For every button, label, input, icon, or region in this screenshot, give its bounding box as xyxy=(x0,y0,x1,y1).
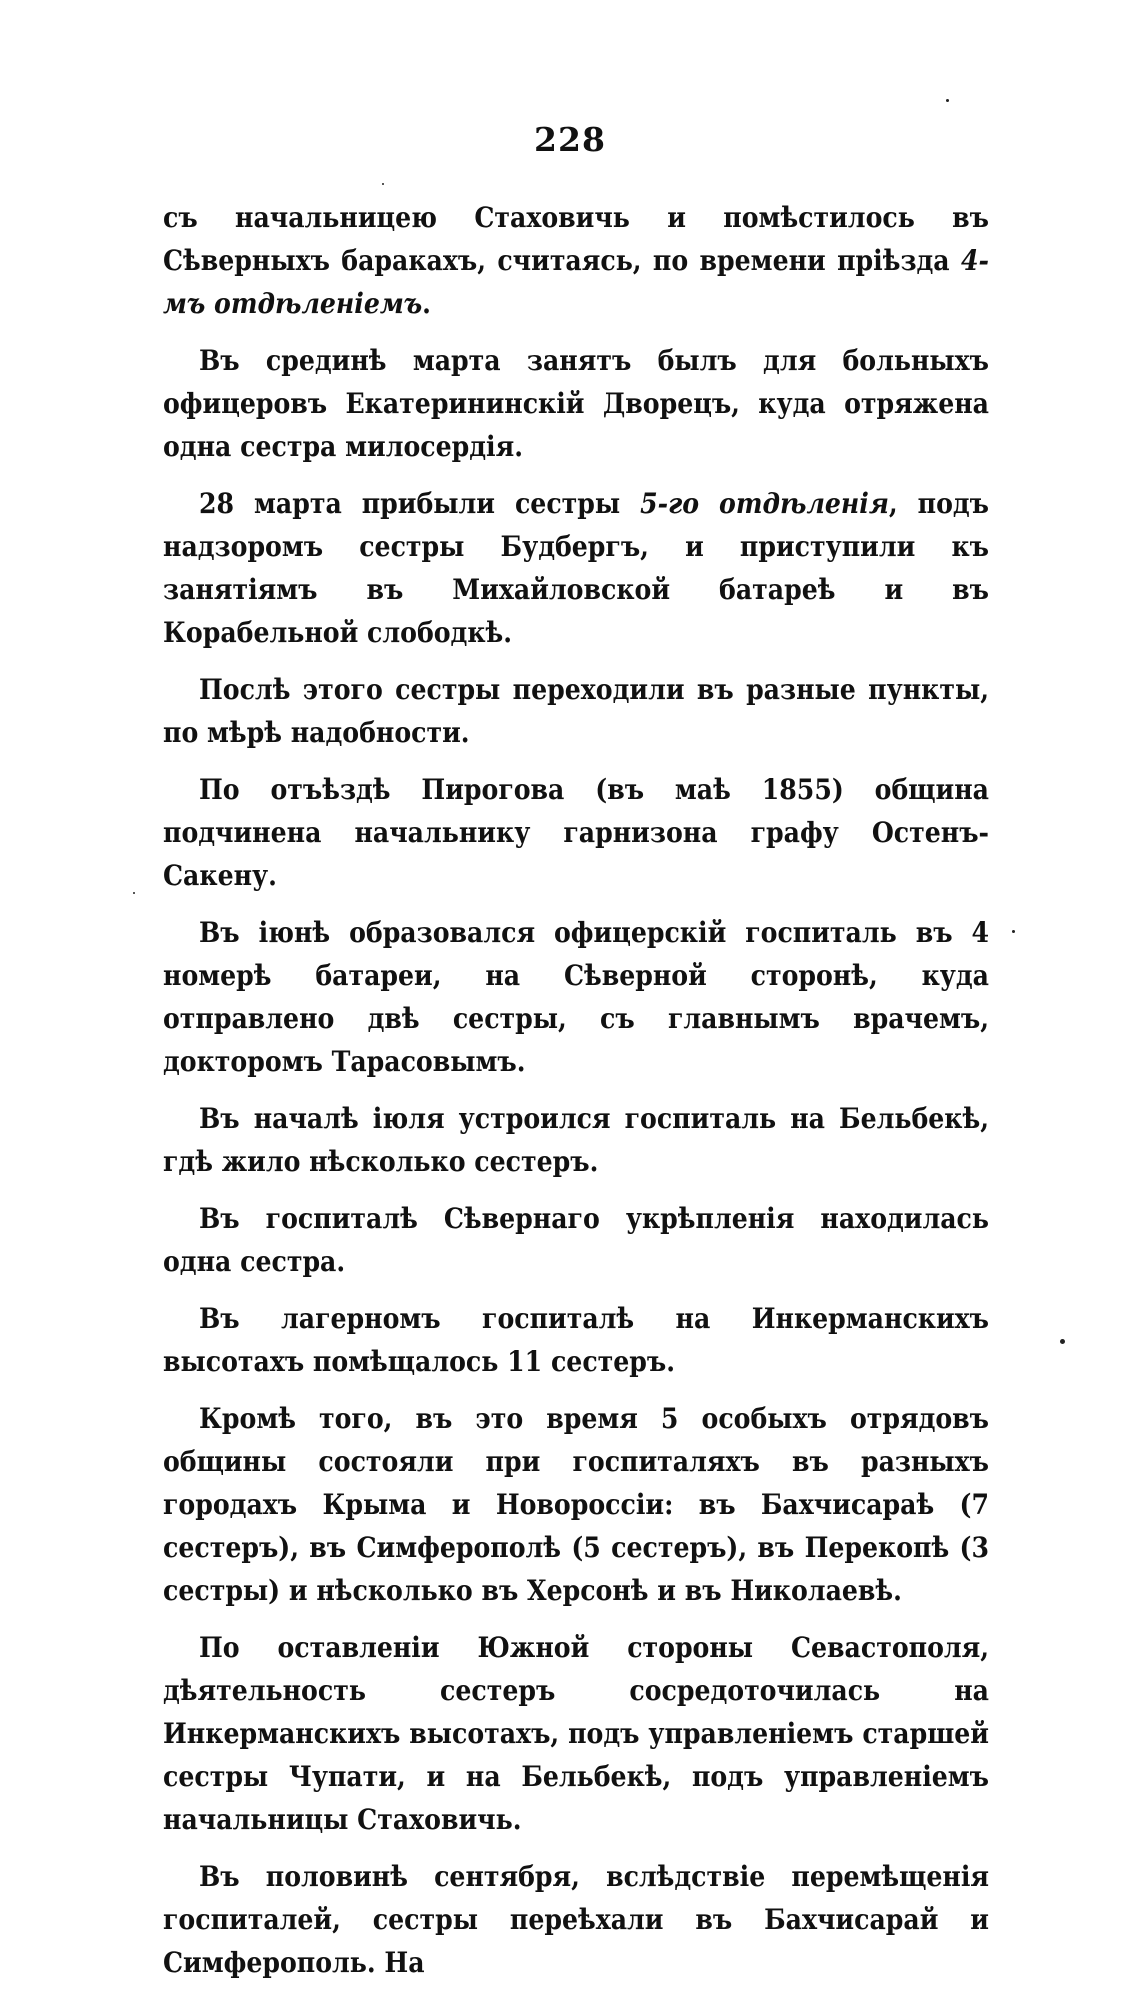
paragraph xyxy=(163,339,989,468)
paragraph-text: , подъ надзоромъ сестры Будбергъ, и приступили къ занятiямъ въ Михайловской батареѣ и въ Корабельной слободкѣ. xyxy=(163,487,990,649)
italic-text: 4-мъ отдѣленiемъ xyxy=(163,244,989,320)
paragraph xyxy=(163,1855,989,1984)
paragraph-text: По оставленiи Южной стороны Севастополя, дѣятельность сестеръ сосредоточилась на Инкерманскихъ высотахъ, подъ управленiемъ старшей сестры Чупати, и на Бельбекѣ, подъ управленiемъ начальницы Стаховичь. xyxy=(163,1631,989,1836)
page-number: 228 xyxy=(534,120,606,159)
paragraph-text: Въ iюнѣ образовался офицерскiй госпиталь въ 4 номерѣ батареи, на Сѣверной сторонѣ, куда отправлено двѣ сестры, съ главнымъ врачемъ, докторомъ Тарасовымъ. xyxy=(163,916,989,1078)
print-speck xyxy=(946,99,949,102)
paragraph xyxy=(163,1297,989,1383)
paragraph-text: Кромѣ того, въ это время 5 особыхъ отрядовъ общины состояли при госпиталяхъ въ разныхъ городахъ Крыма и Новороссiи: въ Бахчисараѣ (7 сестеръ), въ Симферополѣ (5 сестеръ), въ Перекопѣ (3 сестры) и нѣсколько въ Херсонѣ и въ Николаевѣ. xyxy=(163,1402,989,1607)
paragraph xyxy=(163,1397,989,1612)
paragraph xyxy=(163,911,989,1083)
body-text xyxy=(163,196,989,1998)
paragraph xyxy=(163,768,989,897)
italic-text: 5-го отдѣленiя xyxy=(640,487,889,520)
paragraph xyxy=(163,1626,989,1841)
print-speck xyxy=(1012,930,1015,933)
paragraph-text: Въ срединѣ марта занятъ былъ для больныхъ офицеровъ Екатерининскiй Дворецъ, куда отряжена одна сестра милосердiя. xyxy=(163,344,989,463)
print-speck xyxy=(133,892,135,894)
paragraph-text: Въ половинѣ сентября, вслѣдствiе перемѣщенiя госпиталей, сестры переѣхали въ Бахчисарай и Симферополь. На xyxy=(163,1860,989,1979)
paragraph-text: 28 марта прибыли сестры xyxy=(199,487,641,520)
paragraph-text: По отъѣздѣ Пирогова (въ маѣ 1855) община подчинена начальнику гарнизона графу Остенъ-Сакену. xyxy=(163,773,989,892)
paragraph-text: Въ лагерномъ госпиталѣ на Инкерманскихъ высотахъ помѣщалось 11 сестеръ. xyxy=(163,1302,989,1378)
paragraph xyxy=(163,196,989,325)
paragraph xyxy=(163,482,989,654)
paragraph-text: Послѣ этого сестры переходили въ разные пункты, по мѣрѣ надобности. xyxy=(163,673,989,749)
print-speck xyxy=(382,183,384,185)
paragraph-text: Въ началѣ iюля устроился госпиталь на Бельбекѣ, гдѣ жило нѣсколько сестеръ. xyxy=(163,1102,989,1178)
paragraph-text: . xyxy=(422,287,431,320)
paragraph xyxy=(163,1097,989,1183)
paragraph xyxy=(163,668,989,754)
paragraph-text: съ начальницею Стаховичь и помѣстилось въ Сѣверныхъ баракахъ, считаясь, по времени прiѣзда xyxy=(163,201,989,277)
paragraph-text: Въ госпиталѣ Сѣвернаго укрѣпленiя находилась одна сестра. xyxy=(163,1202,989,1278)
print-speck xyxy=(1060,1339,1065,1344)
paragraph xyxy=(163,1197,989,1283)
